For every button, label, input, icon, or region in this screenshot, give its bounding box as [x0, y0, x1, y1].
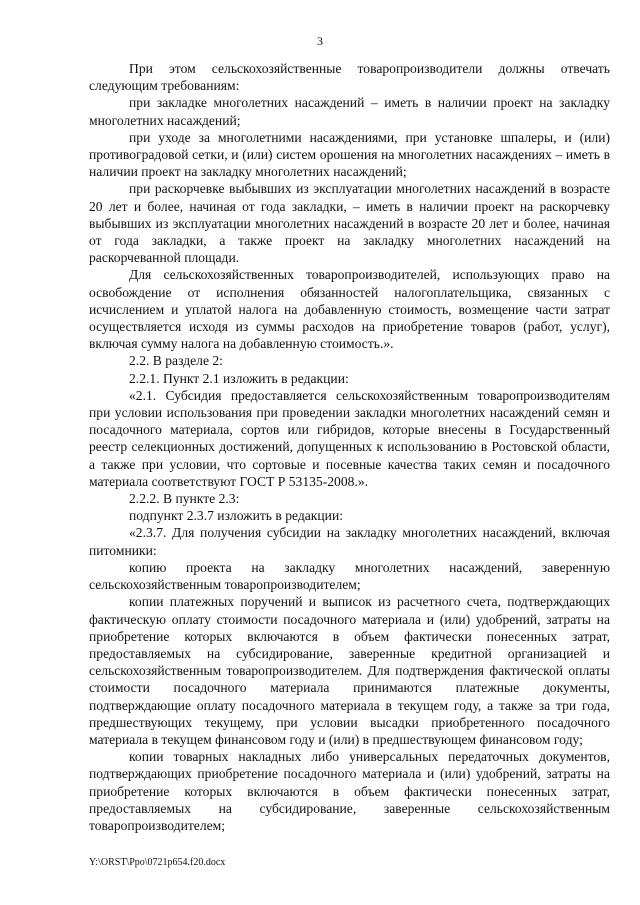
paragraph: Для сельскохозяйственных товаропроизводителей, использующих право на освобождение от исполнения обязанностей налогоплательщика, связанных с исчислением и уплатой налога на добавленную стоимость, возмещение части затрат осуществляется исходя из суммы расходов на приобретение товаров (работ, услуг), включая сумму налога на добавленную стоимость.».: [89, 267, 610, 352]
paragraph: 2.2. В разделе 2:: [129, 353, 223, 369]
paragraph: при уходе за многолетними насаждениями, при установке шпалеры, и (или) противоградовой сетки, и (или) систем орошения на многолетних насаждениях – иметь в наличии проект на закладку многолетних насаждений;: [89, 129, 610, 180]
paragraph: «2.3.7. Для получения субсидии на закладку многолетних насаждений, включая питомники:: [89, 525, 610, 558]
page-number: 3: [317, 34, 323, 48]
paragraph: при закладке многолетних насаждений – иметь в наличии проект на закладку многолетних насаждений;: [89, 95, 610, 128]
paragraph: «2.1. Субсидия предоставляется сельскохозяйственным товаропроизводителям при условии использования при проведении закладки многолетних насаждений семян и посадочного материала, сортов или гибридов, которые внесены в Государственный реестр селекционных достижений, допущенных к использованию в Ростовской области, а также при условии, что сортовые и посевные качества таких семян и посадочного материала соответствуют ГОСТ Р 53135-2008.».: [89, 387, 610, 489]
paragraph: при раскорчевке выбывших из эксплуатации многолетних насаждений в возрасте 20 лет и более, начиная от года закладки, – иметь в наличии проект на раскорчевку выбывших из эксплуатации многолетних насаждений в возрасте 20 лет и более, начиная от года закладки, а также проект на закладку многолетних насаждений на раскорчеванной площади.: [89, 181, 610, 266]
paragraph: При этом сельскохозяйственные товаропроизводители должны отвечать следующим требованиям:: [89, 61, 610, 94]
paragraph: копии платежных поручений и выписок из расчетного счета, подтверждающих фактическую оплату стоимости посадочного материала и (или) удобрений, затраты на приобретение которых включаются в объем фактически понесенных затрат, предоставляемых на субсидирование, заверенные кредитной организацией и сельскохозяйственным товаропроизводителем. Для подтверждения фактической оплаты стоимости посадочного материала принимаются платежные документы, подтверждающие оплату посадочного материала в текущем году, а также за три года, предшествующих текущему, при условии высадки приобретенного посадочного материала в текущем финансовом году и (или) в предшествующем финансовом году;: [89, 594, 610, 747]
paragraph: 2.2.1. Пункт 2.1 изложить в редакции:: [129, 370, 349, 386]
paragraph: 2.2.2. В пункте 2.3:: [129, 491, 240, 507]
paragraph: копии товарных накладных либо универсальных передаточных документов, подтверждающих приобретение посадочного материала и (или) удобрений, затраты на приобретение которых включаются в объем фактически понесенных затрат, предоставляемых на субсидирование, заверенные сельскохозяйственным товаропроизводителем;: [89, 749, 610, 833]
footer-file-path: Y:\ORST\Ppo\0721p654.f20.docx: [89, 857, 226, 868]
paragraph: подпункт 2.3.7 изложить в редакции:: [129, 508, 344, 524]
document-body: [89, 60, 610, 834]
paragraph: копию проекта на закладку многолетних насаждений, заверенную сельскохозяйственным товаропроизводителем;: [89, 559, 610, 593]
